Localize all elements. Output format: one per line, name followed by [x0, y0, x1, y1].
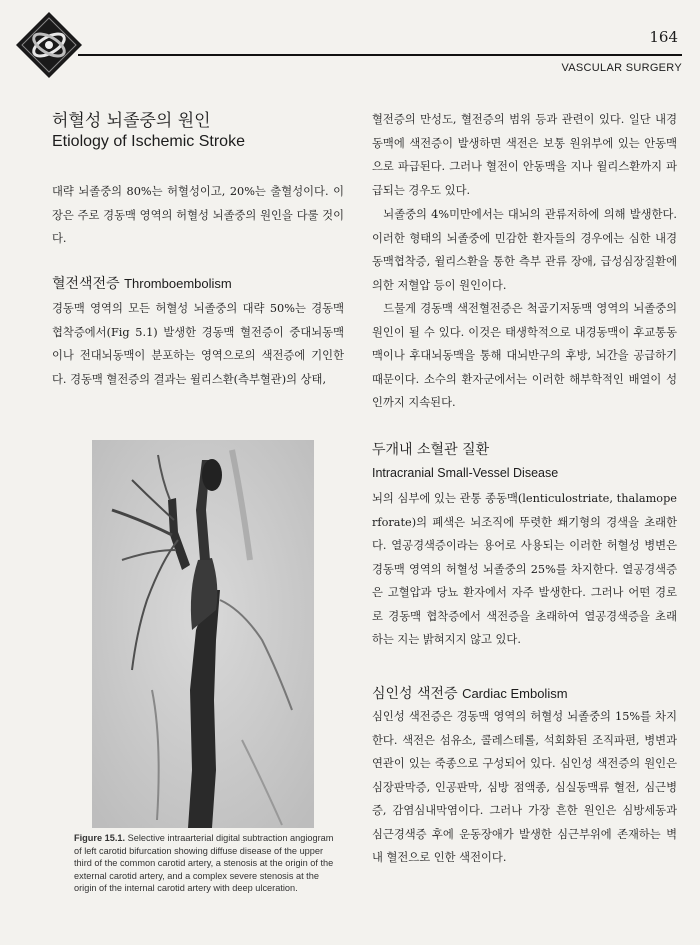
heading-korean: 심인성 색전증	[372, 686, 458, 702]
chapter-title-korean: 허혈성 뇌졸중의 원인	[52, 111, 211, 131]
small-vessel-heading: 두개내 소혈관 질환	[372, 442, 490, 458]
figure-caption	[74, 832, 336, 895]
header-rule	[78, 54, 682, 56]
hypoperfusion-paragraph: 뇌졸중의 4%미만에서는 대뇌의 관류저하에 의해 발생한다. 이러한 형태의 뇌졸중에 민감한 환자들의 경우에는 심한 내경동맥협착증, 윌리스환을 통한 측부 관류 장애, 급성심장질환에 의한 저혈압 등이 원인이다.	[372, 208, 677, 292]
small-vessel-heading-english: Intracranial Small-Vessel Disease	[372, 466, 559, 480]
page-number: 164	[649, 28, 678, 46]
book-logo-icon	[14, 10, 84, 80]
chapter-title-english: Etiology of Ischemic Stroke	[52, 133, 245, 150]
angiogram-image	[92, 440, 314, 828]
section-title: VASCULAR SURGERY	[561, 62, 682, 74]
figure-caption-text: Selective intraarterial digital subtraction angiogram of left carotid bifurcation showing diffuse disease of the upper third of the common carotid artery, a stenosis at the origin of the external carotid artery, and a complex severe stenosis at the origin of the internal carotid artery with deep ulceration.	[74, 833, 334, 893]
intro-paragraph: 대략 뇌졸중의 80%는 허혈성이고, 20%는 출혈성이다. 이 장은 주로 경동맥 영역의 허혈성 뇌졸중의 원인을 다룰 것이다.	[52, 185, 344, 245]
heading-english: Thromboembolism	[124, 276, 232, 291]
heading-korean: 혈전색전증	[52, 276, 120, 292]
thromboembolism-paragraph: 경동맥 영역의 모든 허혈성 뇌졸중의 대략 50%는 경동맥 협착증에서(Fig 5.1) 발생한 경동맥 혈전증이 중대뇌동맥이나 전대뇌동맥이 분포하는 영역으로의 색전증에 기인한다. 경동맥 혈전증의 결과는 윌리스환(측부혈관)의 상태,	[52, 302, 344, 386]
heading-english: Cardiac Embolism	[462, 686, 568, 701]
vertebrobasilar-paragraph: 드물게 경동맥 색전혈전증은 척골기저동맥 영역의 뇌졸중의 원인이 될 수 있다. 이것은 태생학적으로 내경동맥이 후교통동맥이나 후대뇌동맥을 통해 대뇌반구의 후방, 뇌간을 공급하기 때문이다. 소수의 환자군에서는 이러한 해부학적인 배열이 성인까지 지속된다.	[372, 302, 677, 409]
cardiac-embolism-heading	[372, 683, 568, 703]
thromboembolism-heading	[52, 273, 232, 293]
small-vessel-paragraph: 뇌의 심부에 있는 관통 종동맥(lenticulostriate, thalamoperforate)의 폐색은 뇌조직에 뚜렷한 쐐기형의 경색을 초래한다. 열공경색증이라는 용어로 사용되는 이러한 허혈성 병변은 경동맥 영역의 허혈성 뇌졸중의 25%를 차지한다. 열공경색증은 고혈압과 당뇨 환자에서 자주 발생한다. 그러나 어떤 경로로 경동맥 협착증에서 색전증을 초래하여 열공경색증을 초래하는 지는 밝혀지지 않고 있다.	[372, 492, 677, 646]
cardiac-embolism-paragraph: 심인성 색전증은 경동맥 영역의 허혈성 뇌졸중의 15%를 차지한다. 색전은 섬유소, 콜레스테롤, 석회화된 조직파편, 병변과 연관이 있는 죽종으로 구성되어 있다. 심인성 색전증의 원인은 심장판막증, 인공판막, 심방 점액종, 심실동맥류 혈전, 심근병증, 감염심내막염이다. 그러나 가장 흔한 원인은 심방세동과 심근경색증 후에 운동장애가 발생한 심근부위에 존재하는 벽내 혈전으로 인한 색전이다.	[372, 710, 677, 864]
figure-label: Figure 15.1.	[74, 833, 126, 843]
continuation-paragraph: 혈전증의 만성도, 혈전증의 범위 등과 관련이 있다. 일단 내경동맥에 색전증이 발생하면 색전은 보통 원위부에 있는 안동맥으로 파급된다. 그러나 혈전이 안동맥을 지나 윌리스환까지 파급되는 경우도 있다.	[372, 113, 677, 197]
